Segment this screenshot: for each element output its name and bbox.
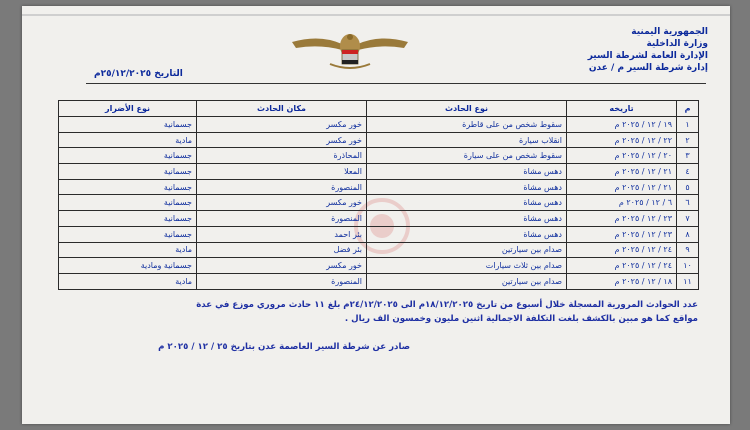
row-type: دهس مشاة [367, 195, 567, 211]
issued-statement: صادر عن شرطة السير العاصمة عدن بتاريخ ٢٥ / ١٢ / ٢٠٢٥ م [158, 342, 410, 352]
summary-paragraph [58, 298, 698, 326]
row-date: ١٩ / ١٢ / ٢٠٢٥ م [567, 117, 677, 133]
row-type: سقوط شخص من على سيارة [367, 148, 567, 164]
row-date: ٢٠ / ١٢ / ٢٠٢٥ م [567, 148, 677, 164]
row-damage: جسمانية ومادية [59, 258, 197, 274]
row-index: ١ [677, 117, 699, 133]
header-line-4: إدارة شرطة السير م / عدن [588, 63, 708, 73]
row-damage: جسمانية [59, 211, 197, 227]
row-date: ٢١ / ١٢ / ٢٠٢٥ م [567, 164, 677, 180]
row-type: صدام بين ثلاث سيارات [367, 258, 567, 274]
row-location: خور مكسر [197, 117, 367, 133]
row-index: ١٠ [677, 258, 699, 274]
row-type: انقلاب سيارة [367, 132, 567, 148]
row-damage: مادية [59, 273, 197, 289]
row-location: بئر فضل [197, 242, 367, 258]
row-date: ٢٤ / ١٢ / ٢٠٢٥ م [567, 258, 677, 274]
letterhead [588, 26, 708, 74]
row-damage: جسمانية [59, 164, 197, 180]
row-location: المحاذرة [197, 148, 367, 164]
date-underline [86, 83, 706, 84]
row-type: صدام بين سيارتين [367, 242, 567, 258]
row-type: دهس مشاة [367, 164, 567, 180]
table-row [59, 273, 699, 289]
row-type: سقوط شخص من على قاطرة [367, 117, 567, 133]
row-location: المنصورة [197, 179, 367, 195]
row-index: ٦ [677, 195, 699, 211]
row-date: ٢١ / ١٢ / ٢٠٢٥ م [567, 179, 677, 195]
table-row [59, 179, 699, 195]
summary-line-2: مواقع كما هو مبين بالكشف بلغت التكلفة الاجمالية اثنين مليون وخمسون الف ريال . [344, 314, 698, 324]
row-index: ٤ [677, 164, 699, 180]
row-index: ٩ [677, 242, 699, 258]
row-damage: مادية [59, 242, 197, 258]
row-date: ١٨ / ١٢ / ٢٠٢٥ م [567, 273, 677, 289]
row-index: ٣ [677, 148, 699, 164]
row-type: صدام بين سيارتين [367, 273, 567, 289]
table-row [59, 195, 699, 211]
row-index: ٢ [677, 132, 699, 148]
table-row [59, 132, 699, 148]
row-location: المنصورة [197, 211, 367, 227]
table-row [59, 117, 699, 133]
row-damage: جسمانية [59, 195, 197, 211]
row-location: خور مكسر [197, 258, 367, 274]
summary-line-1: عدد الحوادث المرورية المسجلة خلال أسبوع من تاريخ ١٨/١٢/٢٠٢٥م الى ٢٤/١٢/٢٠٢٥م بلغ ١١ حادث مروري موزع في عدة [196, 300, 698, 310]
col-header-location: مكان الحادث [197, 101, 367, 117]
document-page [22, 6, 730, 424]
header-line-3: الإدارة العامة لشرطة السير [587, 51, 708, 61]
row-damage: جسمانية [59, 117, 197, 133]
table-row [59, 164, 699, 180]
row-location: المنصورة [197, 273, 367, 289]
table-row [59, 242, 699, 258]
row-index: ٨ [677, 226, 699, 242]
document-date: التاريخ ٢٥/١٢/٢٠٢٥م [94, 69, 183, 79]
row-damage: مادية [59, 132, 197, 148]
row-index: ٧ [677, 211, 699, 227]
table-row [59, 258, 699, 274]
table-row [59, 211, 699, 227]
col-header-damage: نوع الأضرار [59, 101, 197, 117]
row-type: دهس مشاة [367, 211, 567, 227]
table-row [59, 148, 699, 164]
row-location: المعلا [197, 164, 367, 180]
header-line-2: وزارة الداخلية [646, 39, 708, 49]
row-date: ٢٣ / ١٢ / ٢٠٢٥ م [567, 226, 677, 242]
row-date: ٢٢ / ١٢ / ٢٠٢٥ م [567, 132, 677, 148]
col-header-date: تاريخه [567, 101, 677, 117]
header-line-1: الجمهورية اليمنية [631, 27, 708, 37]
row-location: خور مكسر [197, 132, 367, 148]
table-header-row [59, 101, 699, 117]
col-header-index: م [677, 101, 699, 117]
row-type: دهس مشاة [367, 226, 567, 242]
row-damage: جسمانية [59, 226, 197, 242]
row-date: ٢٤ / ١٢ / ٢٠٢٥ م [567, 242, 677, 258]
row-index: ١١ [677, 273, 699, 289]
row-type: دهس مشاة [367, 179, 567, 195]
row-location: بئر احمد [197, 226, 367, 242]
top-rule [22, 14, 730, 16]
row-location: خور مكسر [197, 195, 367, 211]
row-date: ٦ / ١٢ / ٢٠٢٥ م [567, 195, 677, 211]
row-damage: جسمانية [59, 179, 197, 195]
accidents-table [58, 100, 699, 290]
row-date: ٢٣ / ١٢ / ٢٠٢٥ م [567, 211, 677, 227]
eagle-emblem-icon [290, 28, 410, 70]
col-header-type: نوع الحادث [367, 101, 567, 117]
table-row [59, 226, 699, 242]
row-index: ٥ [677, 179, 699, 195]
row-damage: جسمانية [59, 148, 197, 164]
